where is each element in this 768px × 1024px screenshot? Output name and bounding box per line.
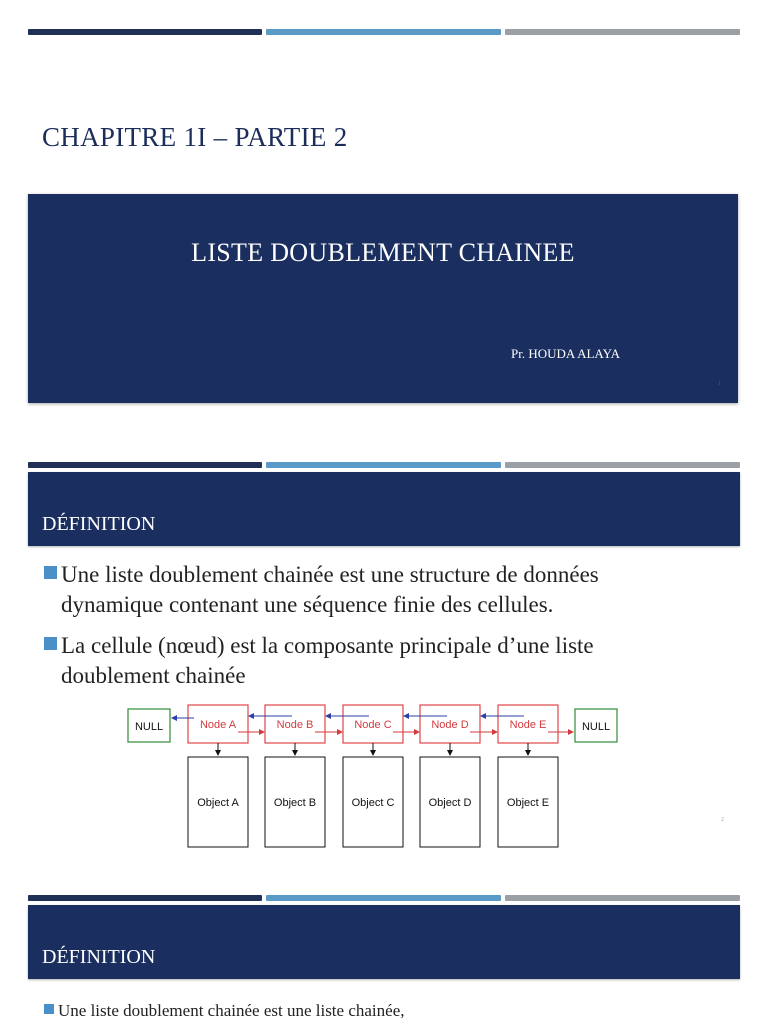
data-pointers	[218, 743, 528, 755]
node-box	[188, 705, 248, 743]
author-name: Pr. HOUDA ALAYA	[511, 346, 620, 361]
object-box	[498, 757, 558, 847]
page-number: 2	[721, 817, 724, 823]
bullet-text-line: Une liste doublement chainée est une structure de données	[61, 562, 599, 587]
bullet-item	[44, 1001, 724, 1023]
page-number: 1	[718, 381, 721, 387]
null-label: NULL	[134, 721, 164, 733]
section-title: DÉFINITION	[42, 946, 156, 968]
object-box	[343, 757, 403, 847]
object-label: Object D	[428, 797, 472, 809]
section-header	[28, 905, 740, 979]
node-box	[420, 705, 480, 743]
bullet-square-icon	[44, 637, 57, 650]
node-box	[343, 705, 403, 743]
title-box	[28, 194, 738, 403]
top-bar-gray	[505, 29, 740, 35]
bullet-item	[44, 560, 724, 620]
section-title: DÉFINITION	[42, 513, 156, 535]
object-box	[188, 757, 248, 847]
node-label: Node A	[199, 719, 237, 731]
null-box-right	[575, 709, 617, 742]
bullet-square-icon	[44, 566, 57, 579]
object-label: Object C	[351, 797, 395, 809]
node-label: Node B	[276, 719, 314, 731]
top-bar-gray	[505, 895, 740, 901]
node-box	[265, 705, 325, 743]
object-label: Object B	[273, 797, 317, 809]
null-box-left	[128, 709, 170, 742]
node-label: Node D	[431, 719, 469, 731]
bullet-text-line: doublement chainée	[61, 663, 246, 688]
bullet-square-icon	[44, 1004, 54, 1014]
chapter-title: CHAPITRE 1I – PARTIE 2	[42, 122, 348, 152]
bullet-item	[44, 631, 724, 691]
top-bar-dark	[28, 462, 262, 468]
bullet-text-line: dynamique contenant une séquence finie des cellules.	[61, 592, 554, 617]
node-box	[498, 705, 558, 743]
top-bar-blue	[266, 895, 501, 901]
top-bar-gray	[505, 462, 740, 468]
node-label: Node C	[354, 719, 392, 731]
section-header	[28, 472, 740, 546]
object-box	[420, 757, 480, 847]
object-box	[265, 757, 325, 847]
bullet-text-line: La cellule (nœud) est la composante principale d’une liste	[61, 633, 594, 658]
top-bar-dark	[28, 29, 262, 35]
top-bar-dark	[28, 895, 262, 901]
node-label: Node E	[509, 719, 547, 731]
object-label: Object A	[197, 797, 239, 809]
top-bar-blue	[266, 29, 501, 35]
main-title: LISTE DOUBLEMENT CHAINEE	[191, 238, 575, 267]
object-label: Object E	[506, 797, 550, 809]
linked-list-diagram	[120, 700, 630, 852]
top-bar-blue	[266, 462, 501, 468]
bullet-text-line: Une liste doublement chainée est une liste chainée,	[58, 1001, 405, 1020]
null-label: NULL	[581, 721, 611, 733]
